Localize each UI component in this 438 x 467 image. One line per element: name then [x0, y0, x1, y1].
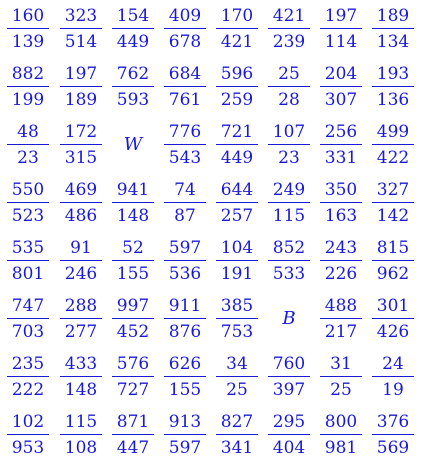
- fraction-bar: [60, 28, 102, 29]
- fraction-bar: [112, 28, 154, 29]
- numerator: 31: [330, 354, 352, 374]
- fraction-bar: [7, 202, 49, 203]
- fraction-bar: [7, 28, 49, 29]
- denominator: 341: [220, 438, 254, 458]
- denominator: 87: [174, 206, 196, 226]
- fraction-cell: [368, 6, 418, 56]
- fraction-cell: [3, 238, 53, 288]
- numerator: 25: [278, 64, 300, 84]
- numerator: 350: [324, 180, 358, 200]
- denominator: 452: [116, 322, 150, 342]
- denominator: 753: [220, 322, 254, 342]
- fraction-cell: [316, 354, 366, 404]
- fraction-bar: [164, 318, 206, 319]
- denominator: 953: [11, 438, 45, 458]
- numerator: 776: [168, 122, 202, 142]
- fraction-bar: [112, 318, 154, 319]
- fraction-bar: [216, 86, 258, 87]
- fraction-cell: [368, 354, 418, 404]
- denominator: 23: [278, 148, 300, 168]
- numerator: 102: [11, 412, 45, 432]
- fraction-cell: [160, 64, 210, 114]
- fraction-bar: [372, 86, 414, 87]
- fraction-bar: [164, 434, 206, 435]
- numerator: 385: [220, 296, 254, 316]
- fraction-cell: [316, 122, 366, 172]
- numerator: 997: [116, 296, 150, 316]
- fraction-bar: [7, 144, 49, 145]
- fraction-cell: [3, 6, 53, 56]
- letter-cell: [264, 296, 314, 346]
- fraction-bar: [320, 376, 362, 377]
- fraction-cell: [3, 354, 53, 404]
- denominator: 523: [11, 206, 45, 226]
- numerator: 376: [376, 412, 410, 432]
- denominator: 139: [11, 32, 45, 52]
- denominator: 239: [272, 32, 306, 52]
- denominator: 449: [220, 148, 254, 168]
- fraction-cell: [212, 6, 262, 56]
- fraction-bar: [216, 144, 258, 145]
- fraction-cell: [108, 238, 158, 288]
- fraction-bar: [164, 376, 206, 377]
- fraction-cell: [3, 180, 53, 230]
- denominator: 23: [17, 148, 39, 168]
- denominator: 19: [382, 380, 404, 400]
- fraction-cell: [3, 64, 53, 114]
- numerator: 91: [70, 238, 92, 258]
- fraction-bar: [112, 202, 154, 203]
- fraction-cell: [368, 296, 418, 346]
- fraction-bar: [320, 86, 362, 87]
- numerator: 760: [272, 354, 306, 374]
- fraction-cell: [108, 64, 158, 114]
- numerator: 104: [220, 238, 254, 258]
- denominator: 108: [64, 438, 98, 458]
- denominator: 593: [116, 90, 150, 110]
- fraction-cell: [212, 354, 262, 404]
- fraction-cell: [316, 296, 366, 346]
- fraction-bar: [164, 202, 206, 203]
- numerator: 34: [226, 354, 248, 374]
- numerator: 421: [272, 6, 306, 26]
- denominator: 155: [116, 264, 150, 284]
- numerator: 815: [376, 238, 410, 258]
- fraction-cell: [160, 296, 210, 346]
- fraction-bar: [112, 260, 154, 261]
- fraction-bar: [320, 28, 362, 29]
- fraction-cell: [368, 412, 418, 462]
- numerator: 189: [376, 6, 410, 26]
- fraction-cell: [160, 354, 210, 404]
- fraction-cell: [108, 412, 158, 462]
- fraction-cell: [368, 122, 418, 172]
- numerator: 433: [64, 354, 98, 374]
- fraction-bar: [268, 28, 310, 29]
- numerator: 911: [168, 296, 202, 316]
- fraction-bar: [372, 318, 414, 319]
- numerator: 193: [376, 64, 410, 84]
- numerator: 204: [324, 64, 358, 84]
- denominator: 962: [376, 264, 410, 284]
- denominator: 257: [220, 206, 254, 226]
- fraction-bar: [112, 86, 154, 87]
- cell-letter: W: [123, 134, 143, 155]
- fraction-bar: [7, 86, 49, 87]
- denominator: 277: [64, 322, 98, 342]
- fraction-bar: [164, 28, 206, 29]
- fraction-bar: [372, 434, 414, 435]
- fraction-bar: [216, 202, 258, 203]
- numerator: 52: [122, 238, 144, 258]
- denominator: 514: [64, 32, 98, 52]
- denominator: 426: [376, 322, 410, 342]
- denominator: 136: [376, 90, 410, 110]
- fraction-bar: [164, 260, 206, 261]
- fraction-cell: [212, 122, 262, 172]
- fraction-bar: [216, 434, 258, 435]
- denominator: 246: [64, 264, 98, 284]
- fraction-cell: [212, 238, 262, 288]
- numerator: 469: [64, 180, 98, 200]
- denominator: 536: [168, 264, 202, 284]
- numerator: 24: [382, 354, 404, 374]
- numerator: 852: [272, 238, 306, 258]
- numerator: 800: [324, 412, 358, 432]
- fraction-cell: [3, 412, 53, 462]
- denominator: 876: [168, 322, 202, 342]
- fraction-cell: [56, 354, 106, 404]
- numerator: 172: [64, 122, 98, 142]
- fraction-bar: [60, 260, 102, 261]
- fraction-bar: [7, 260, 49, 261]
- cell-letter: B: [282, 308, 296, 329]
- fraction-bar: [60, 434, 102, 435]
- numerator: 409: [168, 6, 202, 26]
- fraction-bar: [60, 144, 102, 145]
- fraction-cell: [264, 238, 314, 288]
- letter-cell: [108, 122, 158, 172]
- denominator: 486: [64, 206, 98, 226]
- fraction-bar: [320, 202, 362, 203]
- numerator: 499: [376, 122, 410, 142]
- numerator: 154: [116, 6, 150, 26]
- numerator: 197: [64, 64, 98, 84]
- fraction-cell: [264, 122, 314, 172]
- fraction-bar: [60, 318, 102, 319]
- fraction-bar: [268, 144, 310, 145]
- denominator: 543: [168, 148, 202, 168]
- denominator: 28: [278, 90, 300, 110]
- fraction-cell: [264, 180, 314, 230]
- numerator: 74: [174, 180, 196, 200]
- fraction-bar: [216, 318, 258, 319]
- fraction-cell: [316, 6, 366, 56]
- fraction-bar: [60, 376, 102, 377]
- fraction-cell: [108, 180, 158, 230]
- fraction-cell: [368, 180, 418, 230]
- denominator: 148: [64, 380, 98, 400]
- fraction-bar: [372, 376, 414, 377]
- numerator: 827: [220, 412, 254, 432]
- denominator: 189: [64, 90, 98, 110]
- fraction-cell: [160, 180, 210, 230]
- numerator: 535: [11, 238, 45, 258]
- fraction-cell: [56, 122, 106, 172]
- fraction-cell: [56, 180, 106, 230]
- fraction-cell: [264, 354, 314, 404]
- denominator: 148: [116, 206, 150, 226]
- numerator: 323: [64, 6, 98, 26]
- fraction-cell: [264, 6, 314, 56]
- denominator: 217: [324, 322, 358, 342]
- numerator: 249: [272, 180, 306, 200]
- denominator: 449: [116, 32, 150, 52]
- fraction-cell: [56, 238, 106, 288]
- fraction-cell: [264, 64, 314, 114]
- numerator: 871: [116, 412, 150, 432]
- fraction-bar: [372, 260, 414, 261]
- denominator: 259: [220, 90, 254, 110]
- denominator: 25: [330, 380, 352, 400]
- numerator: 913: [168, 412, 202, 432]
- numerator: 301: [376, 296, 410, 316]
- denominator: 421: [220, 32, 254, 52]
- numerator: 597: [168, 238, 202, 258]
- fraction-bar: [7, 376, 49, 377]
- numerator: 488: [324, 296, 358, 316]
- fraction-bar: [268, 86, 310, 87]
- fraction-cell: [212, 412, 262, 462]
- fraction-cell: [316, 238, 366, 288]
- numerator: 941: [116, 180, 150, 200]
- fraction-bar: [372, 144, 414, 145]
- denominator: 199: [11, 90, 45, 110]
- fraction-bar: [216, 28, 258, 29]
- fraction-bar: [164, 86, 206, 87]
- fraction-cell: [160, 412, 210, 462]
- numerator: 288: [64, 296, 98, 316]
- fraction-bar: [320, 318, 362, 319]
- numerator: 243: [324, 238, 358, 258]
- denominator: 226: [324, 264, 358, 284]
- numerator: 721: [220, 122, 254, 142]
- fraction-cell: [160, 238, 210, 288]
- fraction-bar: [320, 144, 362, 145]
- fraction-cell: [212, 64, 262, 114]
- fraction-bar: [268, 376, 310, 377]
- fraction-bar: [320, 260, 362, 261]
- numerator: 170: [220, 6, 254, 26]
- fraction-cell: [56, 412, 106, 462]
- fraction-cell: [316, 180, 366, 230]
- denominator: 703: [11, 322, 45, 342]
- denominator: 163: [324, 206, 358, 226]
- numerator: 882: [11, 64, 45, 84]
- fraction-cell: [56, 6, 106, 56]
- denominator: 134: [376, 32, 410, 52]
- fraction-cell: [3, 122, 53, 172]
- fraction-bar: [112, 434, 154, 435]
- fraction-cell: [316, 64, 366, 114]
- numerator: 256: [324, 122, 358, 142]
- denominator: 678: [168, 32, 202, 52]
- fraction-bar: [7, 318, 49, 319]
- fraction-bar: [164, 144, 206, 145]
- fraction-bar: [268, 260, 310, 261]
- fraction-cell: [3, 296, 53, 346]
- numerator: 197: [324, 6, 358, 26]
- numerator: 576: [116, 354, 150, 374]
- fraction-cell: [56, 296, 106, 346]
- denominator: 981: [324, 438, 358, 458]
- denominator: 761: [168, 90, 202, 110]
- denominator: 727: [116, 380, 150, 400]
- fraction-cell: [264, 412, 314, 462]
- numerator: 747: [11, 296, 45, 316]
- fraction-cell: [56, 64, 106, 114]
- fraction-cell: [316, 412, 366, 462]
- denominator: 155: [168, 380, 202, 400]
- numerator: 115: [64, 412, 98, 432]
- fraction-cell: [212, 180, 262, 230]
- numerator: 596: [220, 64, 254, 84]
- fraction-cell: [108, 354, 158, 404]
- fraction-cell: [160, 6, 210, 56]
- fraction-bar: [268, 434, 310, 435]
- numerator: 235: [11, 354, 45, 374]
- fraction-bar: [7, 434, 49, 435]
- fraction-bar: [216, 376, 258, 377]
- fraction-bar: [60, 202, 102, 203]
- fraction-cell: [160, 122, 210, 172]
- fraction-bar: [320, 434, 362, 435]
- fraction-bar: [372, 28, 414, 29]
- denominator: 142: [376, 206, 410, 226]
- denominator: 422: [376, 148, 410, 168]
- denominator: 25: [226, 380, 248, 400]
- numerator: 295: [272, 412, 306, 432]
- numerator: 626: [168, 354, 202, 374]
- numerator: 550: [11, 180, 45, 200]
- numerator: 327: [376, 180, 410, 200]
- numerator: 107: [272, 122, 306, 142]
- fraction-bar: [268, 202, 310, 203]
- denominator: 222: [11, 380, 45, 400]
- denominator: 114: [324, 32, 358, 52]
- fraction-bar: [60, 86, 102, 87]
- fraction-cell: [368, 238, 418, 288]
- denominator: 115: [272, 206, 306, 226]
- numerator: 684: [168, 64, 202, 84]
- fraction-cell: [368, 64, 418, 114]
- denominator: 191: [220, 264, 254, 284]
- denominator: 397: [272, 380, 306, 400]
- fraction-bar: [216, 260, 258, 261]
- denominator: 404: [272, 438, 306, 458]
- denominator: 569: [376, 438, 410, 458]
- denominator: 315: [64, 148, 98, 168]
- denominator: 801: [11, 264, 45, 284]
- fraction-cell: [108, 6, 158, 56]
- fraction-cell: [108, 296, 158, 346]
- denominator: 307: [324, 90, 358, 110]
- fraction-bar: [112, 376, 154, 377]
- denominator: 447: [116, 438, 150, 458]
- numerator: 48: [17, 122, 39, 142]
- numerator: 644: [220, 180, 254, 200]
- denominator: 533: [272, 264, 306, 284]
- fraction-cell: [212, 296, 262, 346]
- fraction-bar: [372, 202, 414, 203]
- denominator: 597: [168, 438, 202, 458]
- numerator: 160: [11, 6, 45, 26]
- denominator: 331: [324, 148, 358, 168]
- numerator: 762: [116, 64, 150, 84]
